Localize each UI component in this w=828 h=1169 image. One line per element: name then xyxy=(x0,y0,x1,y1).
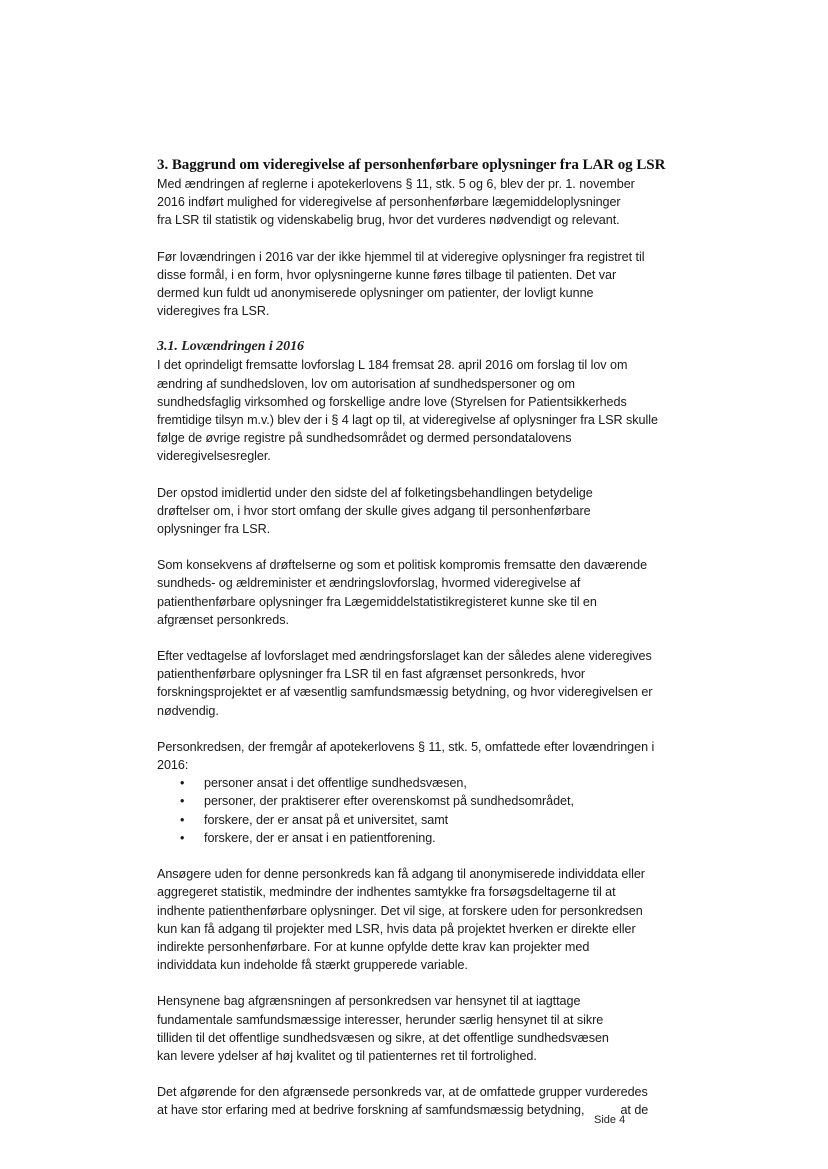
text-line: følge de øvrige registre på sundhedsområdet og dermed persondatalovens xyxy=(157,431,572,446)
text-line: Det afgørende for den afgrænsede personkreds var, at de omfattede grupper vurderedes xyxy=(157,1085,648,1100)
list-item: • personer, der praktiserer efter overenskomst på sundhedsområdet, xyxy=(157,792,677,810)
text-line: tilliden til det offentlige sundhedsvæsen og sikre, at det offentlige sundhedsvæsen xyxy=(157,1030,609,1045)
text-line: Som konsekvens af drøftelserne og som et politisk kompromis fremsatte den daværende xyxy=(157,558,648,573)
paragraph-adoption xyxy=(157,647,677,720)
page-number: Side 4 xyxy=(594,1114,626,1126)
text-line: drøftelser om, i hvor stort omfang der skulle gives adgang til personhenførbare xyxy=(157,503,591,518)
text-line: at have stor erfaring med at bedrive forskning af samfundsmæssig betydning, xyxy=(157,1103,585,1118)
text-line: fremtidige tilsyn m.v.) blev der i § 4 lagt op til, at videregivelse af oplysninger fra LSR skulle xyxy=(157,413,658,428)
text-line: 2016: xyxy=(157,758,189,773)
text-line: nødvendig. xyxy=(157,703,219,718)
paragraph-applicants xyxy=(157,865,677,974)
document-body xyxy=(157,156,677,1120)
text-line: Hensynene bag afgrænsningen af personkredsen var hensynet til at iagttage xyxy=(157,994,581,1009)
text-line: afgrænset personkreds. xyxy=(157,612,289,627)
paragraph-personkreds xyxy=(157,738,677,774)
subsection-heading: 3.1. Lovændringen i 2016 xyxy=(157,339,304,355)
text-line: Efter vedtagelse af lovforslaget med ændringsforslaget kan der således alene videregives xyxy=(157,649,652,664)
paragraph-compromise xyxy=(157,556,677,629)
text-line: Før lovændringen i 2016 var der ikke hjemmel til at videregive oplysninger fra registret til xyxy=(157,249,645,264)
text-line: videregives fra LSR. xyxy=(157,304,270,319)
paragraph-before-2016 xyxy=(157,248,677,321)
text-line: fra LSR til statistik og videnskabelig brug, hvor det vurderes nødvendigt og relevant. xyxy=(157,213,620,228)
text-line: indirekte personhenførbare. For at kunne opfylde dette krav kan projekter med xyxy=(157,939,590,954)
text-line: disse formål, i en form, hvor oplysningerne kunne føres tilbage til patienten. Det var xyxy=(157,267,617,282)
text-line: I det oprindeligt fremsatte lovforslag L 184 fremsat 28. april 2016 om forslag til lov om xyxy=(157,358,628,373)
text-line: at de xyxy=(620,1103,649,1118)
text-line: patienthenførbare oplysninger fra Lægemiddelstatistikregisteret kunne ske til en xyxy=(157,594,597,609)
text-line: kun kan få adgang til projekter med LSR, hvis data på projektet hverken er direkte eller xyxy=(157,921,636,936)
intro-paragraph xyxy=(157,175,677,230)
text-line: ændring af sundhedsloven, lov om autorisation af sundhedspersoner og om xyxy=(157,376,575,391)
text-line: forskningsprojektet er af væsentlig samfundsmæssig betydning, og hvor videregivelsen er xyxy=(157,685,653,700)
text-line: Personkredsen, der fremgår af apotekerlovens § 11, stk. 5, omfattede efter lovændringen i xyxy=(157,739,655,754)
list-item: • forskere, der er ansat i en patientforening. xyxy=(157,829,677,847)
text-line: Ansøgere uden for denne personkreds kan få adgang til anonymiserede individdata eller xyxy=(157,867,645,882)
paragraph-concerns xyxy=(157,484,677,539)
text-line: 2016 indført mulighed for videregivelse af personhenførbare lægemiddeloplysninger xyxy=(157,195,621,210)
section-heading: 3. Baggrund om videregivelse af personhenførbare oplysninger fra LAR og LSR xyxy=(157,157,666,173)
list-item: • forskere, der er ansat på et universitet, samt xyxy=(157,811,677,829)
text-line: kan levere ydelser af høj kvalitet og til patienternes ret til fortrolighed. xyxy=(157,1048,537,1063)
text-line: fundamentale samfundsmæssige interesser, herunder særlig hensynet til at sikre xyxy=(157,1012,604,1027)
text-line: indhente patienthenførbare oplysninger. Det vil sige, at forskere uden for personkredsen xyxy=(157,903,643,918)
text-line: Med ændringen af reglerne i apotekerlovens § 11, stk. 5 og 6, blev der pr. 1. november xyxy=(157,177,635,191)
personkreds-list xyxy=(157,774,677,847)
text-line: Der opstod imidlertid under den sidste del af folketingsbehandlingen betydelige xyxy=(157,485,593,500)
text-line: sundheds- og ældreminister et ændringslovforslag, hvormed videregivelse af xyxy=(157,576,581,591)
text-line: individdata kun indeholde få stærkt grupperede variable. xyxy=(157,958,468,973)
text-line: dermed kun fuldt ud anonymiserede oplysninger om patienter, der lovligt kunne xyxy=(157,286,594,301)
list-item: • personer ansat i det offentlige sundhedsvæsen, xyxy=(157,774,677,792)
paragraph-original-bill xyxy=(157,356,677,465)
text-line: patienthenførbare oplysninger fra LSR til en fast afgrænset personkreds, hvor xyxy=(157,667,586,682)
text-line: sundhedsfaglig virksomhed og forskellige andre love (Styrelsen for Patientsikkerheds xyxy=(157,394,627,409)
text-line: oplysninger fra LSR. xyxy=(157,522,271,537)
paragraph-considerations xyxy=(157,992,677,1065)
text-line: videregivelsesregler. xyxy=(157,449,271,464)
text-line: aggregeret statistik, medmindre der indhentes samtykke fra forsøgsdeltagerne til at xyxy=(157,885,616,900)
